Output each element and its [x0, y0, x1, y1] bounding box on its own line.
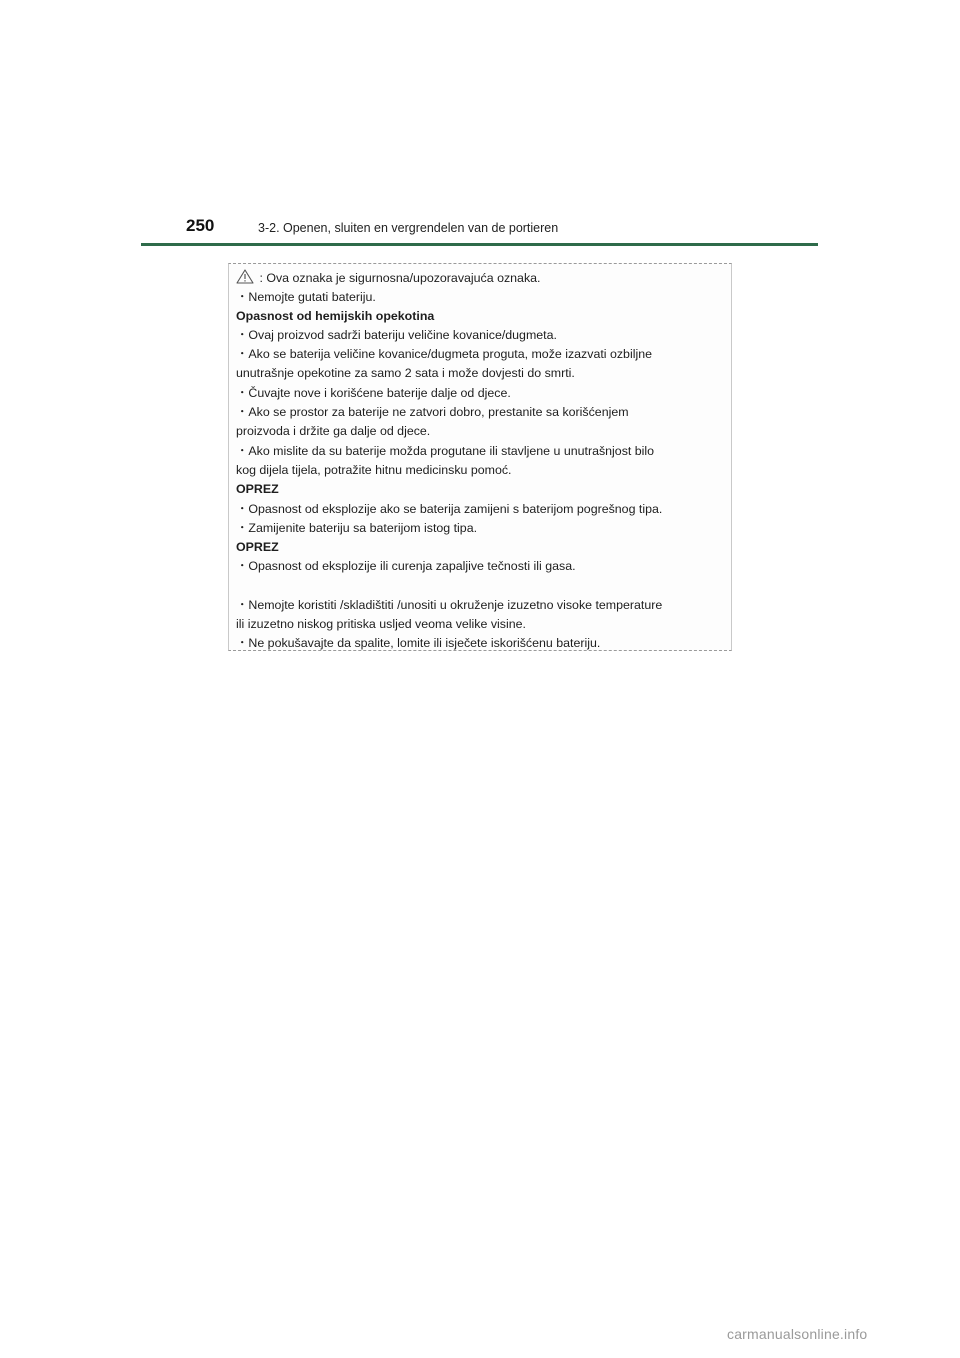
- watermark: carmanualsonline.info: [727, 1326, 868, 1342]
- warning-triangle-icon: [236, 269, 254, 284]
- warning-line: ・Nemojte koristiti /skladištiti /unositi u okruženje izuzetno visoke temperature: [236, 598, 663, 612]
- warning-line: ・Ne pokušavajte da spalite, lomite ili isječete iskorišćenu bateriju.: [236, 636, 601, 650]
- warning-heading: OPREZ: [236, 482, 279, 496]
- warning-line: ・Čuvajte nove i korišćene baterije dalje od djece.: [236, 386, 511, 400]
- warning-line: proizvoda i držite ga dalje od djece.: [236, 424, 431, 438]
- warning-heading: Opasnost od hemijskih opekotina: [236, 309, 435, 323]
- warning-line: ・Ako se prostor za baterije ne zatvori dobro, prestanite sa korišćenjem: [236, 405, 629, 419]
- page-number: 250: [186, 216, 215, 235]
- section-title: 3-2. Openen, sluiten en vergrendelen van de portieren: [258, 221, 559, 235]
- warning-line: kog dijela tijela, potražite hitnu medicinsku pomoć.: [236, 463, 512, 477]
- warning-line: ・Ovaj proizvod sadrži bateriju veličine kovanice/dugmeta.: [236, 328, 557, 342]
- warning-line: ・Nemojte gutati bateriju.: [236, 290, 376, 304]
- warning-line: ・Ako mislite da su baterije možda progutane ili stavljene u unutrašnjost bilo: [236, 444, 655, 458]
- warning-line-symbol: [236, 269, 540, 286]
- warning-line: unutrašnje opekotine za samo 2 sata i može dovjesti do smrti.: [236, 366, 575, 380]
- warning-line: ili izuzetno niskog pritiska usljed veoma velike visine.: [236, 617, 526, 631]
- header-rule: [141, 243, 818, 246]
- warning-line: ・Ako se baterija veličine kovanice/dugmeta proguta, može izazvati ozbiljne: [236, 347, 652, 361]
- warning-line-symbol-text: : Ova oznaka je sigurnosna/upozoravajuća oznaka.: [259, 271, 541, 285]
- warning-line: ・Opasnost od eksplozije ili curenja zapaljive tečnosti ili gasa.: [236, 559, 576, 573]
- warning-box: [228, 263, 732, 651]
- warning-line: ・Opasnost od eksplozije ako se baterija zamijeni s baterijom pogrešnog tipa.: [236, 502, 663, 516]
- warning-line: ・Zamijenite bateriju sa baterijom istog tipa.: [236, 521, 478, 535]
- warning-heading: OPREZ: [236, 540, 279, 554]
